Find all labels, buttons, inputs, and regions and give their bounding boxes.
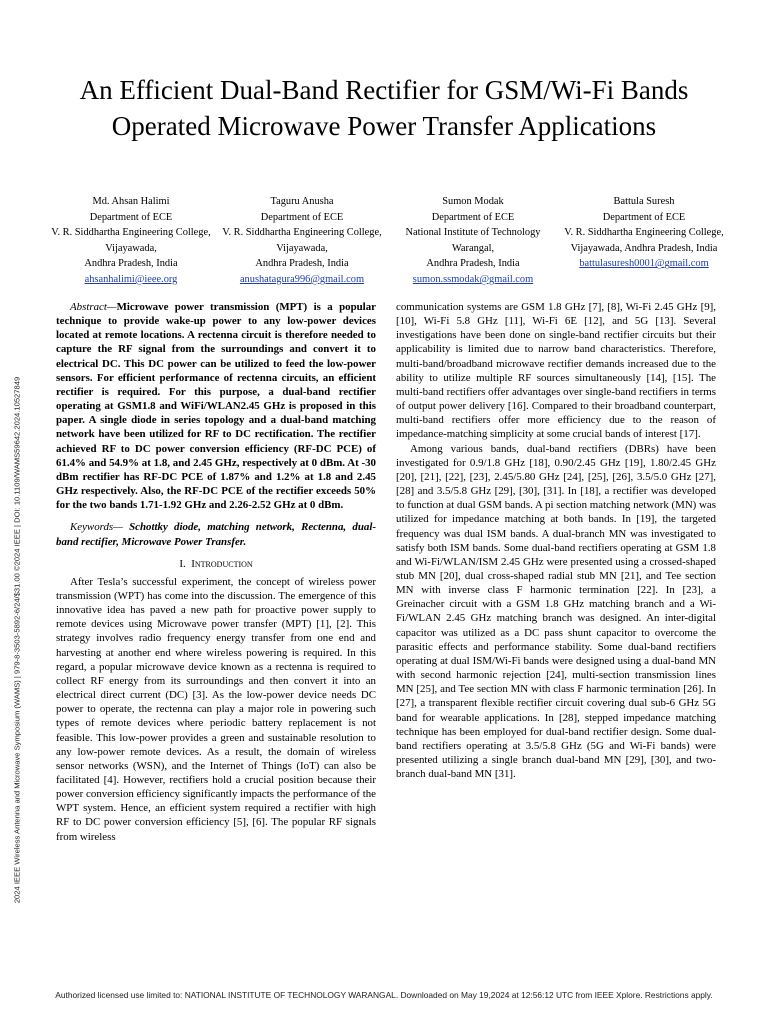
- author-dept: Department of ECE: [602, 211, 686, 223]
- author-affiliation: V. R. Siddhartha Engineering College, Vijayawada, Andhra Pradesh, India: [564, 227, 724, 254]
- author-3: [388, 194, 558, 288]
- author-dept: Department of ECE: [260, 211, 344, 223]
- author-location: Andhra Pradesh, India: [426, 258, 520, 270]
- paragraph: communication systems are GSM 1.8 GHz [7], [8], Wi-Fi 2.45 GHz [9], [10], Wi-Fi 5.8 GHz [11], Wi-Fi 6E [12], and 5G [13]. Several investigations have been done on single-band rectifier circuits but their applicability is limited due to narrow band characteristics. Therefore, multi-band/broadband microwave rectifier demands increased due to the ability to utilize multiple RF sources simultaneously [14], [15]. The multi-band rectifiers offer advantages over single-band rectifiers in terms of output power delivery [16]. Compared to their broadband counterpart, multi-band rectifiers offer more efficiency due to the reason of impedance-matching simplicity at some crucial bands of interest [17].: [396, 301, 716, 441]
- abstract-lead: Abstract—: [70, 301, 117, 313]
- author-affiliation: V. R. Siddhartha Engineering College, Vijayawada,: [222, 227, 382, 254]
- author-name: Battula Suresh: [613, 196, 675, 207]
- author-email-link[interactable]: battulasuresh0001@gmail.com: [579, 258, 709, 270]
- author-block: [46, 194, 730, 286]
- paragraph: Among various bands, dual-band rectifiers (DBRs) have been investigated for 0.9/1.8 GHz [18], 0.90/2.45 GHz [19], 1.80/2.45 GHz [20], [21], [22], [23], 2.45/5.80 GHz [24], [25], [26], 3.5/5.0 GHz [27], [28] and 3.5/5.8 GHz [29], [30], [31]. In [18], a rectifier was developed to function at dual GSM bands. A pi section matching network (MN) was utilized for impedance matching at both bands. In [19], the targeted frequency was dual ISM bands. A dual-branch MN was investigated to satisfy both ISM bands. Some dual-band rectifiers operating at GSM 1.8 and Wi-Fi/WLAN/ISM 2.45 GHz were presented using a crossed-shaped stub MN [20], dual cross-shaped radial stub MN [21], and Tee section MN with inverse class F harmonic termination [22]. In [23], a Greinacher circuit with a GSM 1.8 GHz matching branch and a Wi-Fi/WLAN 2.45 GHz matching branch was designed. An inter-digital capacitor was utilized as a DC pass shunt capacitor to overcome the parasitic effects and performance stability. Some dual-band rectifiers operating at dual ISM/Wi-Fi bands were designed using a dual-band MN with second harmonic rejection [24], multi-section transmission lines MN [25], and Tee section MN with class F harmonic termination [26]. In [27], a transparent flexible rectifier circuit covering dual sub-6 GHz 5G band for wearable applications. In [28], stepped impedance matching technique has been employed for dual-band rectifier design. Some dual-band rectifiers operating at 3.5/5.8 GHz (5G and Wi-Fi bands) were presented utilizing a single branch dual-band MN [29], [30], and two-branch dual-band MN [31].: [396, 442, 716, 781]
- conference-side-note: [10, 290, 24, 990]
- section-heading: [56, 557, 376, 571]
- author-name: Taguru Anusha: [270, 196, 334, 207]
- author-1: [46, 194, 216, 288]
- abstract-text: Microwave power transmission (MPT) is a popular technique to provide wake-up power to any low-power devices located at remote locations. A rectenna circuit is therefore needed to capture the RF signal from the surroundings and convert it to electrical DC. This DC power can be utilized to feed the low-power sensors. For efficient performance of rectenna circuits, an efficient rectifier is required. For this purpose, a dual-band rectifier operating at GSM1.8 and WiFi/WLAN2.45 GHz is proposed in this paper. A single diode in series topology and a dual-band matching network have been utilized for RF to DC rectification. The rectifier achieved RF to DC power conversion efficiency (RF-DC PCE) of 61.4% and 54.9% at 1.8, and 2.45 GHz, respectively at 0 dBm. At -30 dBm rectifier has RF-DC PCE of 1.87% and 1.2% at 1.8 and 2.45 GHz respectively. Also, the RF-DC PCE of the rectifier exceeds 50% for the two bands 1.71-1.92 GHz and 2.26-2.52 GHz at 0 dBm.: [56, 301, 376, 512]
- author-location: Andhra Pradesh, India: [84, 258, 178, 270]
- author-email-link[interactable]: anushatagura996@gmail.com: [239, 273, 365, 285]
- author-email-link[interactable]: sumon.ssmodak@gmail.com: [412, 273, 534, 285]
- paper-title: An Efficient Dual-Band Rectifier for GSM/Wi-Fi Bands Operated Microwave Power Transfer Applications: [79, 75, 689, 141]
- author-affiliation: National Institute of Technology Warangal,: [405, 227, 541, 254]
- section-title: Introduction: [191, 557, 253, 570]
- license-footer: Authorized licensed use limited to: NATIONAL INSTITUTE OF TECHNOLOGY WARANGAL. Downloaded on May 19,2024 at 12:56:12 UTC from IEEE Xplore. Restrictions apply.: [55, 990, 713, 1000]
- paragraph: After Tesla’s successful experiment, the concept of wireless power transmission (WPT) has come into the discussion. The emergence of this innovative idea has paved a new path for proactive power supply to remote devices using Microwave power transfer (MPT) [1], [2]. This strategy involves radio frequency energy transfer from one end and harvesting at another end where wireless powering is required. In this regard, a popular microwave device known as a rectenna is required to collect RF energy from its surroundings and then convert it into an electrical direct current (DC) [3]. As the low-power device needs DC power to operate, the rectenna can play a major role in powering such types of remote devices where periodic battery replacement is not feasible. This low-power provides a green and sustainable resolution to any low-power remote devices. As a result, the domain of wireless sensor networks (WSN), and the Internet of Things (IoT) can also be facilitated [4]. However, rectifiers hold a crucial position because their power conversion efficiency significantly impacts the performance of the WPT system. Hence, an efficient system required a rectifier with high RF to DC power conversion efficiency [5], [6]. The popular RF signals from wireless: [56, 575, 376, 843]
- author-email-link[interactable]: ahsanhalimi@ieee.org: [84, 273, 178, 285]
- author-affiliation: V. R. Siddhartha Engineering College, Vijayawada,: [51, 227, 211, 254]
- author-4: [559, 194, 729, 272]
- keywords: [56, 520, 376, 548]
- author-2: [217, 194, 387, 288]
- author-name: Sumon Modak: [442, 196, 504, 207]
- right-column: [396, 300, 716, 781]
- author-dept: Department of ECE: [89, 211, 173, 223]
- keywords-text: Schottky diode, matching network, Rectenna, dual-band rectifier, Microwave Power Transfer.: [56, 521, 376, 548]
- left-column: [56, 300, 376, 844]
- side-note-text: 2024 IEEE Wireless Antenna and Microwave Symposium (WAMS) | 979-8-3503-5892-6/24/$31.00 ©2024 IEEE | DOI: 10.1109/WAMS59642.2024.10527849: [12, 376, 22, 904]
- author-name: Md. Ahsan Halimi: [92, 196, 170, 207]
- author-dept: Department of ECE: [431, 211, 515, 223]
- abstract: [56, 300, 376, 512]
- keywords-lead: Keywords—: [70, 521, 130, 534]
- section-number: I.: [179, 557, 186, 570]
- author-location: Andhra Pradesh, India: [255, 258, 349, 270]
